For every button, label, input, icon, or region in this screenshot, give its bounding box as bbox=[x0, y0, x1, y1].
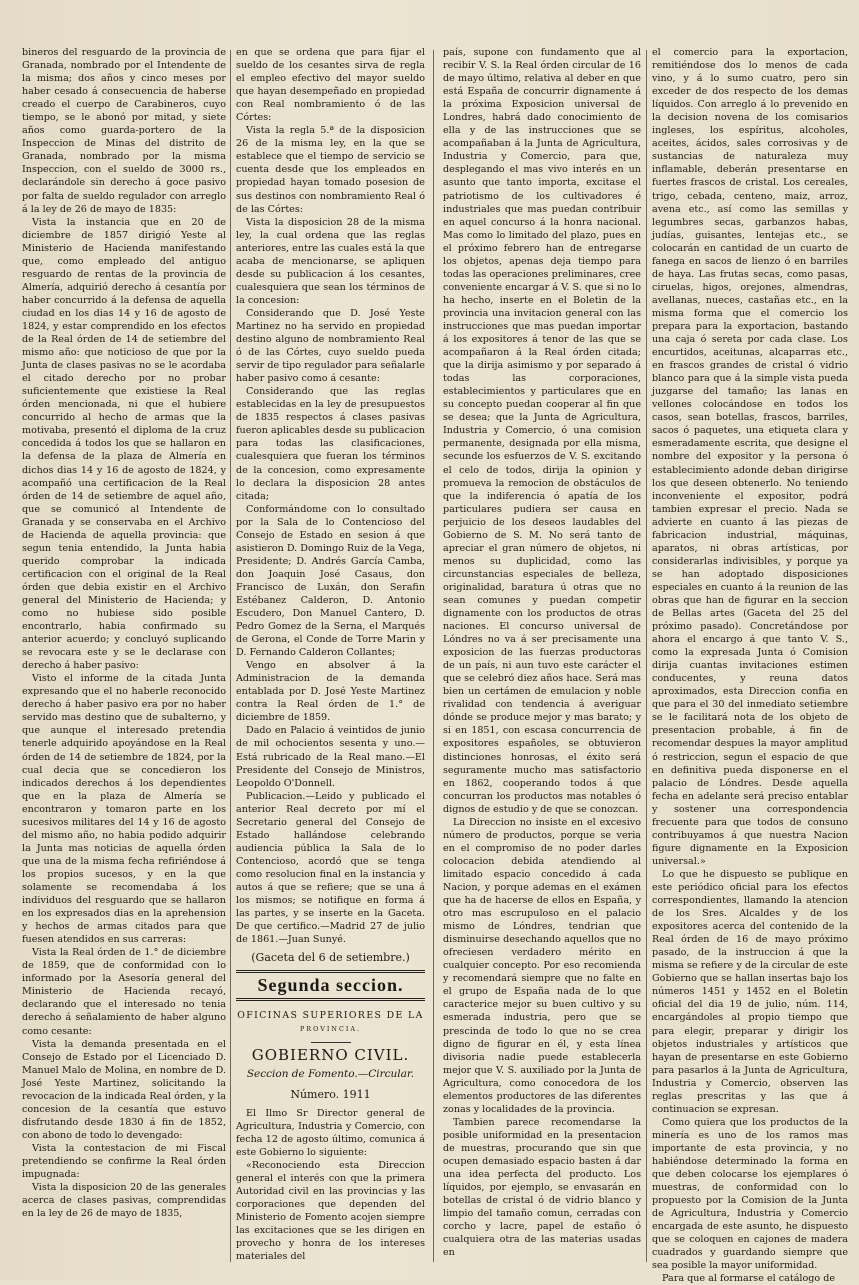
government-heading: GOBIERNO CIVIL. bbox=[251, 1046, 410, 1065]
paragraph: Vista la contestacion de mi Fiscal pretendiendo se confirme la Real órden impugnada: bbox=[22, 1142, 226, 1181]
column-3 bbox=[443, 46, 641, 1266]
paragraph: bineros del resguardo de la provincia de Granada, nombrado por el Intendente de la misma; dos años y cinco meses por haber cesado á consecuencia de haberse creado el cuerpo de Carabineros, cuyo tiempo, se le abonó por mitad, y siete años como guarda-portero de la Inspeccion de Minas del distrito de Granada, nombrado por la misma Inspeccion, con el sueldo de 3000 rs., declarándole sin derecho á goce pasivo por falta de sueldo regulador con arreglo á la ley de 26 de mayo de 1835: bbox=[22, 47, 226, 215]
paragraph: Considerando que D. José Yeste Martinez no ha servido en propiedad destino alguno de nombramiento Real ó de las Córtes, cuyo sueldo pueda servir de tipo regulador para señalarle haber pasivo como á cesante: bbox=[236, 307, 425, 385]
paragraph: Publicacion.—Leido y publicado el anterior Real decreto por mí el Secretario general del Consejo de Estado hallándose celebrando audiencia pública la Sala de lo Contencioso, acordó que se tenga como resolucion final en la instancia y autos á que se refiere; que se una á los mismos; se notifique en forma á las partes, y se inserte en la Gaceta. De que certifico.—Madrid 27 de julio de 1861.—Juan Sunyé. bbox=[236, 790, 425, 946]
paragraph: Conformándome con lo consultado por la Sala de lo Contencioso del Consejo de Estado en sesion á que asistieron D. Domingo Ruiz de la Vega, Presidente; D. Andrés García Camba, don Joaquin José Casaus, don Francisco de Luxán, don Serafin Estébanez Calderon, D. Antonio Escudero, Don Manuel Cantero, D. Pedro Gomez de la Serna, el Marqués de Gerona, el Conde de Torre Marin y D. Fernando Calderon Collantes; bbox=[236, 503, 425, 659]
paragraph: Considerando que las reglas establecidas en la ley de presupuestos de 1835 respectos á clases pasivas fueron aplicables desde su publicacion para todas las clasificaciones, cualesquiera que fueran los términos de la concesion, como expresamente lo declara la disposicion 28 antes citada; bbox=[236, 386, 425, 502]
paragraph: Vista la Real órden de 1.° de diciembre de 1859, que de conformidad con lo informado por la Asesoría general del Ministerio de Hacienda recayó, declarando que el interesado no tenia derecho á señalamiento de haber alguno como cesante: bbox=[22, 947, 226, 1037]
paragraph: Tambien parece recomendarse la posible uniformidad en la presentacion de muestras, procurando que sin que ocupen demasiado espacio basten á dar una idea perfecta del producto. Los líquidos, por ejemplo, se envasarán en botellas de cristal ó de vidrio blanco y limpio del tamaño comun, cerradas con corcho y lacre, papel de estaño ó cualquiera otra de las materias usadas en bbox=[443, 1116, 641, 1259]
paragraph: Vista la disposicion 28 de la misma ley, la cual ordena que las reglas anteriores, entre las cuales está la que acaba de mencionarse, se apliquen desde su publicacion á los cesantes, cualesquiera que sean los términos de la concesion: bbox=[236, 216, 425, 306]
paragraph: el comercio para la exportacion, remitiéndose dos lo menos de cada vino, y á lo sumo cuatro, pero sin exceder de dos respecto de los demas líquidos. Con arreglo á lo prevenido en la decision novena de los comisarios ingleses, los espíritus, alcoholes, aceites, ácidos, sales corrosivas y de sustancias de naturaleza muy inflamable, deberán presentarse en fuertes frascos de cristal. Los cereales, trigo, cebada, centeno, maiz, arroz, avena etc., así como las semillas y legumbres secas, garbanzos habas, judías, guisantes, lentejas etc., se colocarán en cantidad de un cuarto de fanega en sacos de lienzo ó en barriles de haya. Las frutas secas, como pasas, ciruelas, higos, orejones, almendras, avellanas, nueces, castañas etc., en la misma forma que el comercio los prepara para la exportacion, bastando una caja ó sereta por cada clase. Los encurtidos, aceitunas, alcaparras etc., en frascos grandes de cristal ó vidrio blanco para que á la simple vista pueda juzgarse del tamaño; las lanas en vellones colocándose en todos los casos, sean botellas, frascos, barriles, sacos ó paquetes, una etiqueta clara y esmeradamente escrita, que designe el nombre del expositor y la persona ó establecimiento adonde deban dirigirse los que deseen obtenerlo. No teniendo inconveniente el expositor, podrá tambien expresar el precio. Nada se advierte en cuanto á las piezas de fabricacion industrial, máquinas, aparatos, ni obras artísticas, por considerarlas indivisibles, y porque ya se han adoptado disposiciones especiales en cuanto á la reunion de las obras que han de figurar en la seccion de Bellas artes (Gaceta del 25 del próximo pasado). Concretándose por ahora el encargo á que tanto V. S., como la expresada Junta ó Comision dirija cuantas invitaciones estimen conducentes, y reuna datos aproximados, esta Direccion confia en que para el 30 del inmediato setiembre se le facilitará nota de los objeto de presentacion probable, á fin de recomendar despues la mayor amplitud ó restriccion, segun el espacio de que en definitiva pueda disponerse en el palacio de Lóndres. Desde aquella fecha en adelante será preciso entablar y sostener una correspondencia frecuente para que todos de consuno contribuyamos á que nuestra Nacion figure dignamente en la Exposicion universal.» bbox=[652, 47, 848, 867]
province-heading: PROVINCIA. bbox=[299, 1025, 362, 1034]
paragraph: La Direccion no insiste en el excesivo número de productos, porque se veria en el compromiso de no poder darles colocacion debida atendiendo al limitado espacio concedido á cada Nacion, y porque ademas en el exámen que ha de hacerse de ellos en España, y otro mas escrupuloso en el palacio mismo de Lóndres, tendrian que disminuirse desechando aquellos que no ofreciesen verdadero mérito en cualquier concepto. Por eso recomienda y recomendará siempre que no falte en el grupo de España nada de lo que caracterice mejor su buen cultivo y su esmerada industria, pero que se prescinda de todo lo que no se crea digno de figurar en él, y esta línea divisoria nadie puede establecerla mejor que V. S. auxiliado por la Junta de Agricultura, como conocedora de los elementos productores de las diferentes zonas y localidades de la provincia. bbox=[443, 816, 641, 1115]
short-rule bbox=[311, 1042, 351, 1043]
paragraph: Vista la disposicion 20 de las generales acerca de clases pasivas, comprendidas en la ley de 26 de mayo de 1835, bbox=[22, 1182, 226, 1220]
circular-number: Número. 1911 bbox=[290, 1087, 371, 1101]
gaceta-date: (Gaceta del 6 de setiembre.) bbox=[251, 951, 410, 965]
section-title: Segunda seccion. bbox=[236, 970, 425, 1001]
column-1 bbox=[22, 46, 226, 1266]
paragraph: Vista la demanda presentada en el Consejo de Estado por el Licenciado D. Manuel Malo de Molina, en nombre de D. José Yeste Martinez, solicitando la revocacion de la indicada Real órden, y la concesion de la cesantía que estuvo disfrutando desde 1830 á fin de 1852, con abono de todo lo devengado: bbox=[22, 1038, 226, 1141]
paragraph: El Ilmo Sr Director general de Agricultura, Industria y Comercio, con fecha 12 de agosto último, comunica á este Gobierno lo siguiente: bbox=[236, 1107, 425, 1158]
paragraph: país, supone con fundamento que al recibir V. S. la Real órden circular de 16 de mayo último, relativa al deber en que está España de concurrir dignamente á la próxima Exposicion universal de Londres, habrá dado conocimiento de ella y de las instrucciones que se acompañaban á la Junta de Agricultura, Industria y Comercio, para que, desplegando el mas vivo interés en un asunto que tanto importa, excitase el patriotismo de los cultivadores é industriales que mas puedan contribuir en aquel concurso á la honra nacional. Mas como lo limitado del plazo, pues en el próximo febrero han de entregarse los objetos, apenas deja tiempo para todas las operaciones preliminares, cree conveniente encargar á V. S. que si no lo ha hecho, inserte en el Boletin de la provincia una invitacion general con las instrucciones que mas puedan importar á los expositores á tenor de las que se acompañaron á la Real órden citada; que la dirija asimismo y por separado á todas las corporaciones, establecimientos y particulares que en su concepto puedan cooperar al fin que se desea; que la Junta de Agricultura, Industria y Comercio, ó una comision permanente, designada por ella misma, secunde los esfuerzos de V. S. excitando el celo de todos, dirija la opinion y promueva la remocion de obstáculos de que la indiferencia ó apatía de los particulares pudiera ser causa en perjuicio de los deseos laudables del Gobierno de S. M. No será tanto de apreciar el gran número de objetos, ni menos su duplicidad, como las circunstancias especiales de belleza, originalidad, baratura ú otras que no sean comunes y puedan competir dignamente con los productos de otras naciones. El concurso universal de Lóndres no va á ser precisamente una exposicion de las fuerzas productoras de un país, ni aun tuvo este carácter el que se celebró diez años hace. Será mas bien un certámen de emulacion y noble rivalidad con tendencia á averiguar dónde se produce mejor y mas barato; y si en 1851, con escasa concurrencia de expositores españoles, se obtuvieron distinciones honrosas, el éxito será seguramente mucho mas satisfactorio en 1862, cooperando todos á que concurran los productos mas notables ó dignos de estudio y de que se conozcan. bbox=[443, 47, 641, 815]
offices-heading: OFICINAS SUPERIORES DE LA bbox=[237, 1010, 424, 1022]
paragraph: «Reconociendo esta Direccion general el interés con que la primera Autoridad civil en las provincias y las corporaciones que dependen del Ministerio de Fomento acojen siempre las excitaciones que se les dirigen en provecho y honra de los intereses materiales del bbox=[236, 1159, 425, 1263]
circular-heading: Seccion de Fomento.—Circular. bbox=[246, 1068, 415, 1081]
paragraph: Vengo en absolver á la Administracion de la demanda entablada por D. José Yeste Martinez contra la Real órden de 1.° de diciembre de 1859. bbox=[236, 660, 425, 724]
column-4 bbox=[652, 46, 848, 1285]
column-divider bbox=[646, 50, 647, 1262]
paragraph: Dado en Palacio á veintidos de junio de mil ochocientos sesenta y uno.—Está rubricado de la Real mano.—El Presidente del Consejo de Ministros, Leopoldo O'Donnell. bbox=[236, 725, 425, 789]
paragraph: Vista la instancia que en 20 de diciembre de 1857 dirigió Yeste al Ministerio de Hacienda manifestando que, como empleado del antiguo resguardo de rentas de la provincia de Almería, adquirió derecho á cesantía por haber concurrido á la defensa de aquella ciudad en los dias 14 y 16 de agosto de 1824, y estar comprendido en los efectos de la Real órden de 14 de setiembre del mismo año: que noticioso de que por la Junta de clases pasivas no se le acordaba el citado derecho por no probar suficientemente que existiese la Real órden mencionada, ni que el hubiere concurrido al hecho de armas que la motivaba, presentó el diploma de la cruz concedida á todos los que se hallaron en la defensa de la plaza de Almería en dichos dias 14 y 16 de agosto de 1824, y acompañó una certificacion de la Real órden de 14 de setiembre de aquel año, que se comunicó al Intendente de Granada y se conservaba en el Archivo de Hacienda de aquella provincia: que segun tenia entendido, la Junta habia querido comprobar la indicada certificacion con el original de la Real órden que debia existir en el Archivo general del Ministerio de Hacienda; y como no hubiese sido posible encontrarlo, habia confirmado su anterior acuerdo; y concluyó suplicando se revocara este y se le declarase con derecho á haber pasivo: bbox=[22, 216, 226, 672]
column-divider bbox=[433, 50, 434, 1262]
paragraph: Vista la regla 5.ª de la disposicion 26 de la misma ley, en la que se establece que el tiempo de servicio se cuenta desde que los empleados en propiedad hayan tomado posesion de sus destinos con nombramiento Real ó de las Córtes: bbox=[236, 125, 425, 215]
paragraph: Como quiera que los productos de la minería es uno de los ramos mas importante de esta provincia, y no habiéndose determinado la forma en que deben colocarse los ejemplares ó muestras, de conformidad con lo propuesto por la Comision de la Junta de Agricultura, Industria y Comercio encargada de este asunto, he dispuesto que se coloquen en cajones de madera cuadrados y guardando siempre que sea posible la mayor uniformidad. bbox=[652, 1116, 848, 1272]
column-divider bbox=[230, 50, 231, 1262]
paragraph: Para que al formarse el catálogo de bbox=[662, 1273, 836, 1285]
column-2 bbox=[236, 46, 425, 1266]
paragraph: Lo que he dispuesto se publique en este periódico oficial para los efectos correspondientes, llamando la atencion de los Sres. Alcaldes y de los expositores acerca del contenido de la Real órden de 16 de mayo próximo pasado, de la instruccion á que la misma se refiere y de la circular de este Gobierno que se hallan insertas bajo los números 1451 y 1452 en el Boletin oficial del dia 19 de julio, núm. 114, encargándoles al propio tiempo que para elegir, preparar y dirigir los objetos industriales y artísticos que hayan de presentarse en este Gobierno para pasarlos á la Junta de Agricultura, Industria y Comercio, observen las reglas prescritas y las que á continuacion se expresan. bbox=[652, 868, 848, 1115]
paragraph: Visto el informe de la citada Junta expresando que el no haberle reconocido derecho á haber pasivo era por no haber servido mas destino que de subalterno, y que aunque el interesado pretendia tenerle adquirido apoyándose en la Real órden de 14 de setiembre de 1824, por la cual decia que se concedieron los indicados derechos á los dependientes que en la plaza de Almería se encontraron y tomaron parte en los sucesivos militares del 14 y 16 de agosto del mismo año, no habia podido adquirir la Junta mas noticias de aquella órden que una de la misma fecha refiriéndose á los propios sucesos, y en la que solamente se recomendaba á los individuos del resguardo que se hallaron en los expresados dias en la aprehension y hechos de armas citados para que fuesen atendidos en sus carreras: bbox=[22, 673, 226, 946]
paragraph: en que se ordena que para fijar el sueldo de los cesantes sirva de regla el empleo efectivo del mayor sueldo que hayan desempeñado en propiedad con Real nombramiento ó de las Córtes: bbox=[236, 47, 425, 124]
